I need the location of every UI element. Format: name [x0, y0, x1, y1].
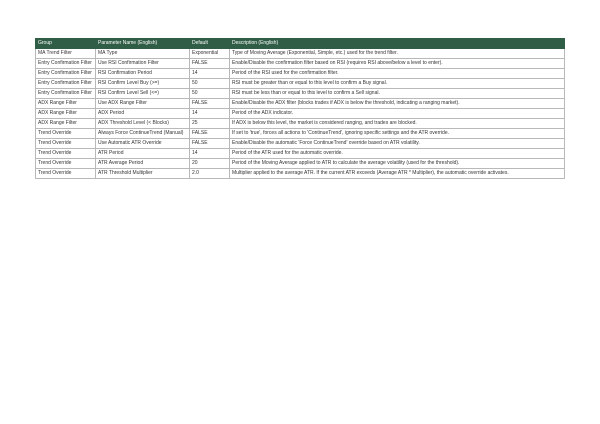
cell-default: 50	[190, 89, 230, 99]
cell-default: 50	[190, 79, 230, 89]
cell-parameter-name: Use RSI Confirmation Filter	[96, 59, 190, 69]
header-default: Default	[190, 39, 230, 49]
cell-parameter-name: RSI Confirm Level Buy (>=)	[96, 79, 190, 89]
table-row	[36, 149, 565, 159]
cell-group: ADX Range Filter	[36, 109, 96, 119]
cell-default: 14	[190, 149, 230, 159]
cell-group: ADX Range Filter	[36, 119, 96, 129]
table-row	[36, 79, 565, 89]
cell-parameter-name: Use Automatic ATR Override	[96, 139, 190, 149]
table-row	[36, 89, 565, 99]
cell-group: Trend Override	[36, 139, 96, 149]
cell-group: Trend Override	[36, 149, 96, 159]
cell-default: 14	[190, 69, 230, 79]
parameters-table	[35, 38, 565, 179]
cell-default: 20	[190, 159, 230, 169]
cell-parameter-name: Use ADX Range Filter	[96, 99, 190, 109]
cell-parameter-name: MA Type	[96, 49, 190, 59]
cell-description: If set to 'true', forces all actions to 'ContinueTrend', ignoring specific settings and the ATR override.	[230, 129, 565, 139]
cell-description: Enable/Disable the confirmation filter based on RSI (requires RSI above/below a level to enter).	[230, 59, 565, 69]
table-row	[36, 129, 565, 139]
cell-group: MA Trend Filter	[36, 49, 96, 59]
table-row	[36, 69, 565, 79]
table-header	[36, 39, 565, 49]
cell-parameter-name: Always Force ContinueTrend (Manual)	[96, 129, 190, 139]
cell-description: RSI must be greater than or equal to this level to confirm a Buy signal.	[230, 79, 565, 89]
cell-parameter-name: RSI Confirmation Period	[96, 69, 190, 79]
cell-description: Period of the RSI used for the confirmation filter.	[230, 69, 565, 79]
table-row	[36, 59, 565, 69]
header-parameter-name: Parameter Name (English)	[96, 39, 190, 49]
header-description: Description (English)	[230, 39, 565, 49]
cell-description: Period of the Moving Average applied to ATR to calculate the average volatility (used for the threshold).	[230, 159, 565, 169]
cell-parameter-name: ATR Period	[96, 149, 190, 159]
cell-description: Multiplier applied to the average ATR. If the current ATR exceeds (Average ATR * Multiplier), the automatic override activates.	[230, 169, 565, 179]
cell-group: Entry Confirmation Filter	[36, 59, 96, 69]
cell-default: 25	[190, 119, 230, 129]
table-row	[36, 159, 565, 169]
cell-group: Trend Override	[36, 129, 96, 139]
cell-group: Entry Confirmation Filter	[36, 79, 96, 89]
cell-default: FALSE	[190, 139, 230, 149]
cell-parameter-name: ADX Period	[96, 109, 190, 119]
cell-default: 14	[190, 109, 230, 119]
cell-description: Period of the ADX indicator.	[230, 109, 565, 119]
cell-parameter-name: ATR Average Period	[96, 159, 190, 169]
cell-group: Entry Confirmation Filter	[36, 69, 96, 79]
cell-default: FALSE	[190, 59, 230, 69]
cell-parameter-name: ADX Threshold Level (< Blocks)	[96, 119, 190, 129]
table-row	[36, 49, 565, 59]
cell-group: Trend Override	[36, 159, 96, 169]
cell-group: ADX Range Filter	[36, 99, 96, 109]
cell-default: Exponential	[190, 49, 230, 59]
cell-description: RSI must be less than or equal to this level to confirm a Sell signal.	[230, 89, 565, 99]
cell-default: 2.0	[190, 169, 230, 179]
cell-description: Type of Moving Average (Exponential, Simple, etc.) used for the trend filter.	[230, 49, 565, 59]
table-row	[36, 169, 565, 179]
cell-default: FALSE	[190, 129, 230, 139]
cell-parameter-name: RSI Confirm Level Sell (<=)	[96, 89, 190, 99]
table-row	[36, 119, 565, 129]
table-row	[36, 99, 565, 109]
cell-default: FALSE	[190, 99, 230, 109]
header-row	[36, 39, 565, 49]
cell-parameter-name: ATR Threshold Multiplier	[96, 169, 190, 179]
cell-description: Enable/Disable the automatic 'Force ContinueTrend' override based on ATR volatility.	[230, 139, 565, 149]
cell-group: Entry Confirmation Filter	[36, 89, 96, 99]
cell-description: If ADX is below this level, the market is considered ranging, and trades are blocked.	[230, 119, 565, 129]
header-group: Group	[36, 39, 96, 49]
cell-description: Enable/Disable the ADX filter (blocks trades if ADX is below the threshold, indicating a ranging market).	[230, 99, 565, 109]
cell-description: Period of the ATR used for the automatic override.	[230, 149, 565, 159]
cell-group: Trend Override	[36, 169, 96, 179]
table-body	[36, 49, 565, 179]
table-row	[36, 109, 565, 119]
table-row	[36, 139, 565, 149]
